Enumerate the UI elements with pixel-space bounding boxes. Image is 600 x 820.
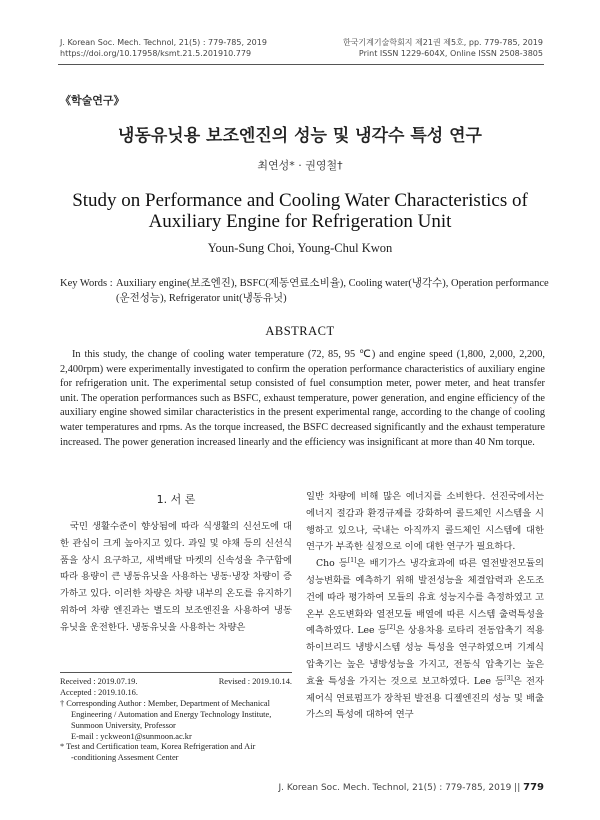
author-email[interactable]: E-mail : yckweon1@sunmoon.ac.kr [71, 731, 192, 741]
section-heading-introduction: 1. 서 론 [156, 493, 196, 506]
korean-title: 냉동유닛용 보조엔진의 성능 및 냉각수 특성 연구 [118, 126, 482, 146]
abstract-text: In this study, the change of cooling water temperature (72, 85, 95 ℃) and engine speed (1,800, 2,000, 2,200, 2,400rpm) were experimentally investigated to confirm the operation performance characteristics of auxiliary engine for refrigeration unit. The experimental setup consisted of fuel consumption meter, power meter, and heat transfer unit. The operation performances such as BSFC, exhaust temperature, power generation, and engine efficiency of the auxiliary engine showed similar characteristics in the present experimental range, according to the change of cooling water temperatures and rpms. As the torque increased, the BSFC decreased significantly and the exhaust temperature increased. The power generation increased linearly and the efficiency was insignificant at more than 40 Nm torque. [60, 349, 545, 448]
header-korean-citation: 한국기계기술학회지 제21권 제5호, pp. 779-785, 2019 [342, 38, 543, 47]
affiliation-line-1: * Test and Certification team, Korea Refrigeration and Air [60, 742, 256, 752]
reference-citation-1[interactable]: [1] [347, 557, 357, 565]
received-date: Received : 2019.07.19. [60, 677, 138, 686]
header-doi-link[interactable]: https://doi.org/10.17958/ksmt.21.5.201910.779 [60, 49, 252, 58]
corresponding-author-line-2: Engineering / Automation and Energy Technology Institute, [71, 709, 272, 719]
abstract-heading: ABSTRACT [265, 324, 335, 338]
korean-authors: 최연성* · 권영철† [257, 159, 343, 172]
keywords-text: Auxiliary engine(보조엔진), BSFC(제동연료소비율), Cooling water(냉각수), Operation performance (운전성능), Refrigerator unit(냉동유닛) [116, 278, 549, 304]
paragraph-text: Cho 등 [316, 558, 348, 570]
english-title [0, 190, 600, 232]
english-authors: Youn-Sung Choi, Young-Chul Kwon [207, 241, 393, 255]
paragraph-text: 은 상용차용 로타리 전동압축기 적용 하이브리드 냉방시스템 성능 특성을 연구하였으며 기계식 압축기는 높은 냉방성능을 가지고, 전동식 압축기는 높은 효율 특성을 가지는 것으로 보고하였다. Lee 등 [306, 625, 544, 687]
english-title-line-1: Study on Performance and Cooling Water Characteristics of [72, 190, 528, 211]
footnote-rule [60, 672, 292, 673]
intro-paragraph-1: 일반 차량에 비해 많은 에너지를 소비한다. 선진국에서는 에너지 절감과 환경규제를 강화하여 콜드체인 시스템을 시행하고 있으나, 국내는 아직까지 콜드체인 시스템에 대한 연구가 부족한 실정으로 이에 대한 연구가 필요하다. [306, 491, 544, 553]
received-revised-dates [60, 677, 292, 688]
reference-citation-3[interactable]: [3] [504, 674, 513, 682]
intro-right-column [306, 489, 544, 724]
article-type: 《학술연구》 [60, 94, 125, 107]
journal-citation-header [60, 37, 267, 59]
reference-citation-2[interactable]: [2] [386, 624, 396, 632]
header-rule [58, 64, 544, 65]
header-issn: Print ISSN 1229-604X, Online ISSN 2508-3805 [358, 49, 543, 58]
accepted-date: Accepted : 2019.10.16. [60, 687, 138, 697]
revised-date: Revised : 2019.10.14. [218, 677, 292, 686]
paragraph-text: 은 배기가스 냉각효과에 따른 열전발전모듈의 성능변화를 예측하기 위해 발전성능을 체결압력과 온도조건에 따라 평가하여 모듈의 유효 성능지수를 측정하였고 고온부 온도변화와 열전모듈 배열에 따른 시스템 출력특성을 예측하였다. Lee 등 [306, 558, 544, 637]
corresponding-author-line-3: Sunmoon University, Professor [71, 720, 176, 730]
corresponding-author-line-1: † Corresponding Author : Member, Department of Mechanical [60, 698, 270, 708]
page-number: 779 [523, 782, 544, 793]
journal-issn-header [343, 37, 543, 59]
footer-citation: J. Korean Soc. Mech. Technol, 21(5) : 779-785, 2019 || [278, 783, 521, 793]
affiliation-line-2: -conditioning Assesment Center [71, 753, 179, 763]
keywords-block [60, 276, 550, 306]
paragraph-text: 은 전자 제어식 연료펌프가 장착된 발전용 디젤엔진의 성능 및 배출가스의 특성에 대하여 연구 [306, 675, 544, 721]
intro-paragraph-2 [306, 556, 544, 724]
english-title-line-2: Auxiliary Engine for Refrigeration Unit [148, 211, 452, 232]
page-footer [279, 782, 544, 793]
keywords-label: Key Words : [60, 278, 113, 289]
footnotes [60, 677, 292, 764]
header-citation: J. Korean Soc. Mech. Technol, 21(5) : 779-785, 2019 [60, 38, 267, 47]
intro-left-column: 국민 생활수준이 향상됨에 따라 식생활의 신선도에 대한 관심이 크게 높아지고 있다. 과일 및 야채 등의 신선식품을 상시 요구하고, 새벽배달 마켓의 신속성을 추구함에 따라 용량이 큰 냉동유닛을 사용하는 냉동·냉장 차량이 증가하고 있다. 이러한 차량은 차량 내부의 온도를 유지하기 위하여 차량 엔진과는 별도의 보조엔진을 사용하여 냉동유닛을 운전한다. 냉동유닛을 사용하는 차량은 [60, 521, 292, 633]
